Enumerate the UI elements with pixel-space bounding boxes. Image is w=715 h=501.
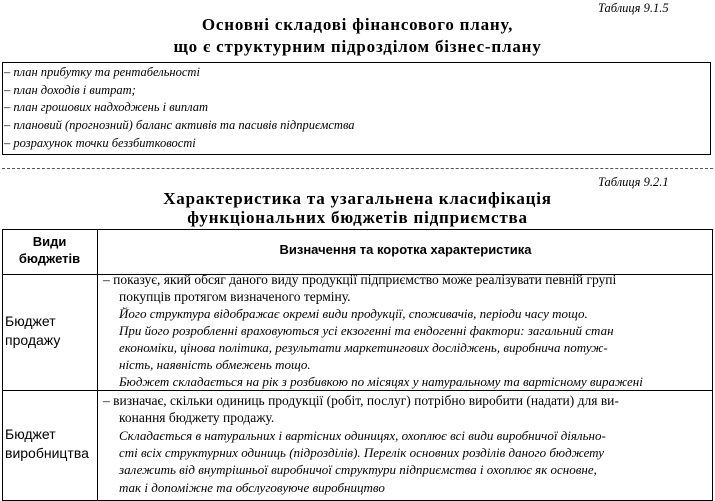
table-label-9-2-1: Таблиця 9.2.1	[598, 175, 669, 189]
header-col2: Визначення та коротка характеристика	[279, 242, 532, 257]
table1-title-line2: що є структурним підрозділом бізнес-плану	[173, 37, 542, 56]
table-cell-line: економіки, цінова політика, результати маркетингових досліджень, виробнича потуж-	[119, 340, 608, 355]
list-item: – розрахунок точки беззбитковості	[4, 136, 196, 150]
table-cell-line: покупців протягом визначеного терміну.	[119, 289, 351, 304]
list-item: – план грошових надходжень і виплат	[4, 100, 209, 114]
table-cell-line: Складається в натуральних і вартісних одиницях, охоплює всі види виробничої діяльно-	[119, 428, 606, 443]
table-cell-line: ність, наявність обмежень тощо.	[119, 357, 311, 372]
table-cell-line: – показує, який обсяг даного виду продукції підприємство може реалізувати певній групі	[103, 272, 617, 287]
table-cell-line: так і допоміжне та обслуговуюче виробництво	[119, 480, 385, 495]
list-item: – план доходів і витрат;	[4, 83, 136, 97]
table1-title-line1: Основні складові фінансового плану,	[201, 15, 514, 34]
section-divider	[2, 168, 713, 169]
list-item: – план прибутку та рентабельності	[4, 65, 200, 79]
row-name-sales-budget: Бюджет продажу	[5, 313, 61, 348]
table-cell-line: конання бюджету продажу.	[119, 410, 275, 425]
table2-title-line2: функціональних бюджетів підприємства	[187, 208, 528, 227]
column-divider	[97, 229, 98, 501]
table-cell-line: Його структура відображає окремі види продукції, споживачів, періоди часу тощо.	[119, 306, 588, 321]
list-item: – плановий (прогнозний) баланс активів та пасивів підприємства	[4, 118, 355, 132]
table-cell-line: Бюджет складається на рік з розбивкою по місяцях у натуральному та вартісному виражені	[119, 374, 643, 389]
table-cell-line: залежить від внутрішньої виробничої структури підприємства і охоплює як основне,	[119, 462, 597, 477]
header-col1-line1: Види	[32, 234, 67, 249]
table-cell-line: При його розробленні враховуються усі екзогенні та ендогенні фактори: загальний стан	[119, 323, 614, 338]
table-label-9-1-5: Таблиця 9.1.5	[598, 1, 669, 15]
table-cell-line: – визначає, скільки одиниць продукції (робіт, послуг) потрібно виробити (надати) для ви-	[103, 393, 619, 408]
header-col1-line2: бюджетів	[18, 251, 81, 266]
row-divider	[2, 390, 713, 391]
table2-title-line1: Характеристика та узагальнена класифікація	[163, 189, 552, 208]
table-cell-line: сті всіх структурних одиниць (підрозділів). Перелік основних розділів даного бюджету	[119, 445, 605, 460]
row-name-production-budget: Бюджет виробництва	[5, 426, 89, 461]
